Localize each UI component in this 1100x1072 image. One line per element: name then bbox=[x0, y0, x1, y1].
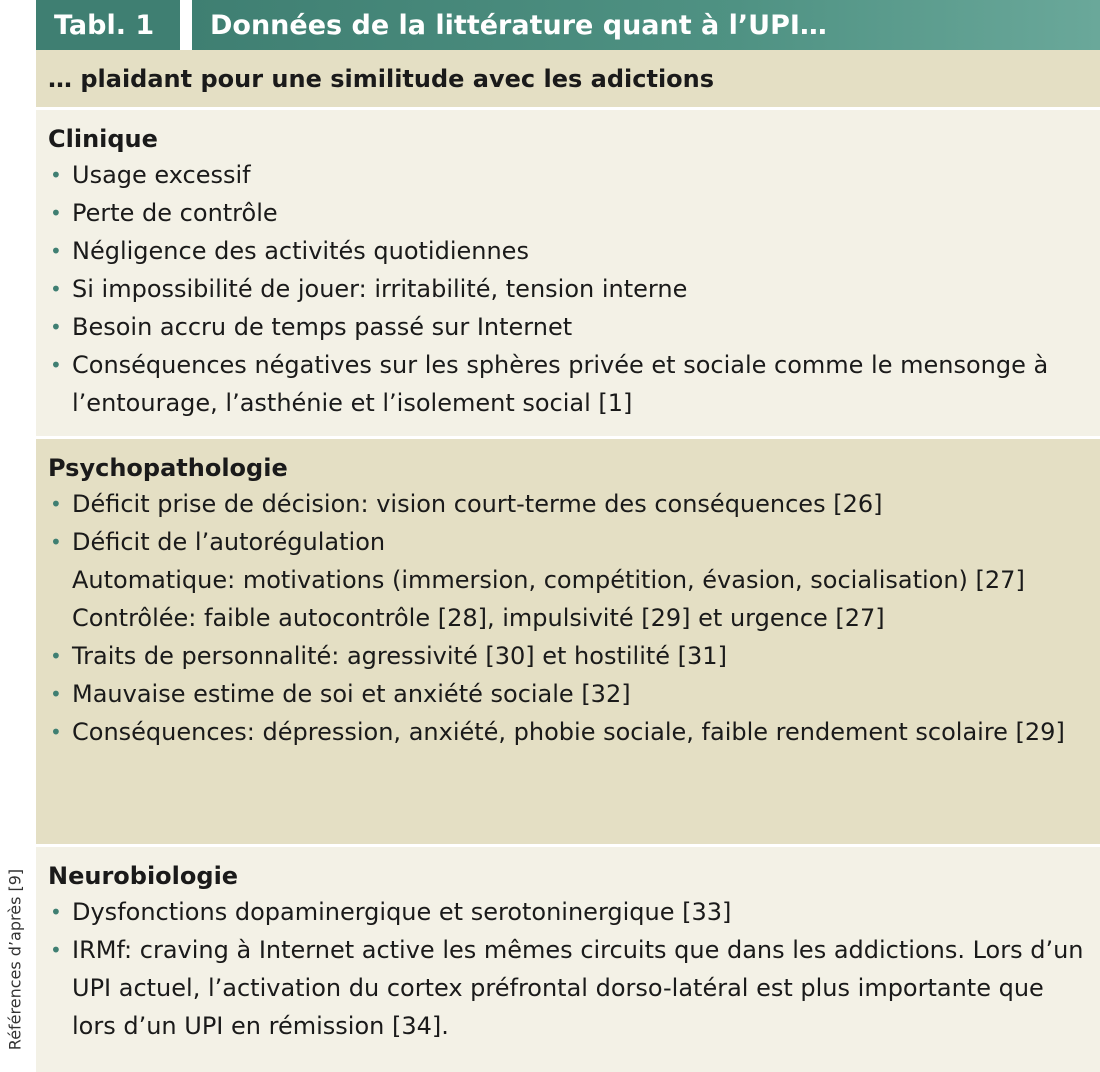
clinique-list bbox=[48, 156, 1090, 422]
section-neurobiologie bbox=[36, 847, 1100, 1072]
bullet-icon: • bbox=[50, 492, 62, 516]
bullet-icon: • bbox=[50, 239, 62, 263]
list-item: • Conséquences négatives sur les sphères privée et sociale comme le mensonge à l’entourage, l’asthénie et l’isolement social [1] bbox=[48, 346, 1090, 422]
list-item: • Conséquences: dépression, anxiété, phobie sociale, faible rendement scolaire [29] bbox=[48, 713, 1090, 751]
bullet-icon: • bbox=[50, 353, 62, 377]
bullet-icon: • bbox=[50, 720, 62, 744]
bullet-icon: • bbox=[50, 644, 62, 668]
header-gap bbox=[180, 0, 192, 50]
bullet-icon: • bbox=[50, 900, 62, 924]
bullet-icon: • bbox=[50, 938, 62, 962]
section-title-neurobiologie: Neurobiologie bbox=[48, 862, 239, 890]
list-item: • Mauvaise estime de soi et anxiété sociale [32] bbox=[48, 675, 1090, 713]
bullet-icon: • bbox=[50, 530, 62, 554]
list-item: • Négligence des activités quotidiennes bbox=[48, 232, 1090, 270]
section-title-psychopathologie: Psychopathologie bbox=[48, 454, 288, 482]
list-item: • IRMf: craving à Internet active les mêmes circuits que dans les addictions. Lors d’un UPI actuel, l’activation du cortex préfrontal dorso-latéral est plus importante que lors d’un UPI en rémission [34]. bbox=[48, 931, 1090, 1045]
autoregulation-automatique: Automatique: motivations (immersion, compétition, évasion, socialisation) [27] bbox=[72, 566, 1025, 594]
list-item: • Traits de personnalité: agressivité [30] et hostilité [31] bbox=[48, 637, 1090, 675]
bullet-icon: • bbox=[50, 682, 62, 706]
psychopathologie-list bbox=[48, 485, 1090, 751]
section-psychopathologie bbox=[36, 439, 1100, 847]
list-item: • Perte de contrôle bbox=[48, 194, 1090, 232]
list-item: • Besoin accru de temps passé sur Internet bbox=[48, 308, 1090, 346]
bullet-icon: • bbox=[50, 277, 62, 301]
autoregulation-controlee: Contrôlée: faible autocontrôle [28], impulsivité [29] et urgence [27] bbox=[72, 604, 885, 632]
table-number: Tabl. 1 bbox=[36, 0, 180, 50]
table-1 bbox=[36, 0, 1100, 1072]
table-header bbox=[36, 0, 1100, 50]
section-clinique bbox=[36, 110, 1100, 439]
bullet-icon: • bbox=[50, 201, 62, 225]
bullet-icon: • bbox=[50, 315, 62, 339]
bullet-icon: • bbox=[50, 163, 62, 187]
list-item: • Déficit de l’autorégulation Automatique: motivations (immersion, compétition, évasion, socialisation) [27] Contrôlée: faible autocontrôle [28], impulsivité [29] et urgence [27] bbox=[48, 523, 1090, 637]
references-credit: Références d’après [9] bbox=[5, 868, 25, 1051]
table-subheader: … plaidant pour une similitude avec les adictions bbox=[36, 50, 1100, 110]
list-item: • Si impossibilité de jouer: irritabilité, tension interne bbox=[48, 270, 1090, 308]
side-credit bbox=[0, 850, 26, 1072]
list-item: • Dysfonctions dopaminergique et serotoninergique [33] bbox=[48, 893, 1090, 931]
section-title-clinique: Clinique bbox=[48, 125, 158, 153]
list-item: • Déficit prise de décision: vision court-terme des conséquences [26] bbox=[48, 485, 1090, 523]
neurobiologie-list bbox=[48, 893, 1090, 1045]
list-item: • Usage excessif bbox=[48, 156, 1090, 194]
table-title: Données de la littérature quant à l’UPI… bbox=[192, 0, 1100, 50]
